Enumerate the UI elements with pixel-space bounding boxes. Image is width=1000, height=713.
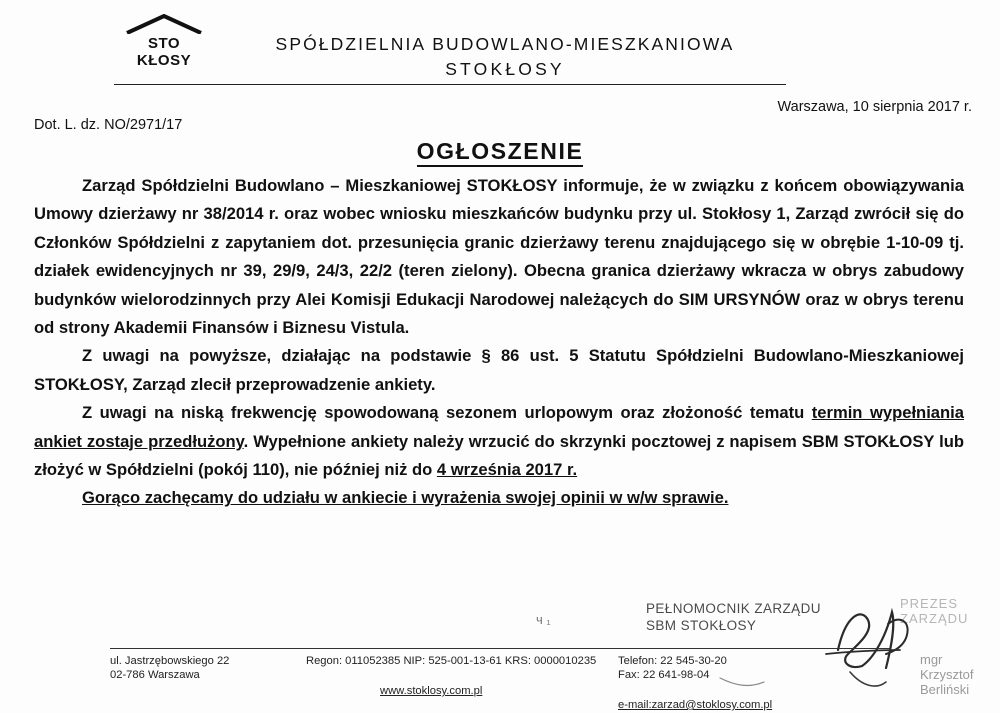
- stray-pen-mark: ч ₁: [536, 612, 551, 627]
- footer-divider: [110, 648, 890, 649]
- page-title-text: OGŁOSZENIE: [417, 138, 584, 167]
- paragraph-3: [34, 399, 964, 484]
- footer-email-link[interactable]: e-mail:zarzad@stoklosy.com.pl: [618, 699, 773, 711]
- page-title: [0, 138, 1000, 165]
- roof-icon: [125, 14, 203, 34]
- paragraph-3-underlined-date: 4 września 2017 r.: [436, 460, 578, 480]
- signature-faded-name: mgr Krzysztof Berliński: [920, 652, 974, 697]
- footer-address-line-1: ul. Jastrzębowskiego 22: [110, 655, 230, 667]
- reference-number: Dot. L. dz. NO/2971/17: [34, 117, 183, 133]
- city-and-date: Warszawa, 10 sierpnia 2017 r.: [777, 99, 972, 115]
- paragraph-3-underlined-deadline-extension: termin wypełniania ankiet zostaje przedłużony: [34, 403, 965, 451]
- footer-registry: [306, 654, 616, 698]
- signature-label-line-1: PEŁNOMOCNIK ZARZĄDU: [646, 601, 821, 616]
- document-footer: [110, 652, 900, 711]
- logo-line-2: KŁOSY: [136, 52, 192, 69]
- footer-phone: Telefon: 22 545-30-20: [618, 655, 727, 667]
- document-body: [34, 172, 964, 513]
- cooperative-logo: [114, 14, 214, 69]
- footer-registry-text: Regon: 011052385 NIP: 525-001-13-61 KRS: 0000010235: [306, 655, 597, 667]
- paragraph-2: Z uwagi na powyższe, działając na podstawie § 86 ust. 5 Statutu Spółdzielni Budowlano-Mieszkaniowej STOKŁOSY, Zarząd zlecił przeprowadzenie ankiety.: [34, 346, 964, 394]
- paragraph-4: [34, 484, 964, 512]
- footer-fax: Fax: 22 641-98-04: [618, 669, 710, 681]
- paragraph-4-text: Gorąco zachęcamy do udziału w ankiecie i wyrażenia swojej opinii w w/w sprawie.: [82, 488, 729, 508]
- organization-name-line-1: SPÓŁDZIELNIA BUDOWLANO-MIESZKANIOWA: [275, 34, 735, 54]
- paragraph-3-before: Z uwagi na niską frekwencję spowodowaną sezonem urlopowym oraz złożoność tematu: [82, 403, 812, 423]
- signature-faded-label: PREZES ZARZĄDU: [900, 596, 969, 626]
- header-divider: [114, 84, 786, 85]
- logo-line-1: STO: [147, 35, 181, 52]
- paragraph-1: Zarząd Spółdzielni Budowlano – Mieszkaniowej STOKŁOSY informuje, że w związku z końcem obowiązywania Umowy dzierżawy nr 38/2014 r. oraz wobec wniosku mieszkańców budynku przy ul. Stokłosy 1, Zarząd zwrócił się do Członków Spółdzielni z zapytaniem dot. przesunięcia granic dzierżawy terenu znajdującego się w obrębie 1-10-09 tj. działek ewidencyjnych nr 39, 29/9, 24/3, 22/2 (teren zielony). Obecna granica dzierżawy wkracza w obrys zabudowy budynków wielorodzinnych przy Alei Komisji Edukacji Narodowej należących do SIM URSYNÓW oraz w obrys terenu od strony Akademii Finansów i Biznesu Vistula.: [34, 176, 964, 338]
- footer-address: [110, 654, 300, 682]
- document-header: [100, 10, 780, 82]
- footer-address-line-2: 02-786 Warszawa: [110, 669, 200, 681]
- organization-name: [235, 32, 775, 82]
- footer-contact: [618, 654, 898, 712]
- paragraph-3-middle: . Wypełnione ankiety należy wrzucić do skrzynki pocztowej z napisem SBM STOKŁOSY lub złożyć w Spółdzielni (pokój 110), nie później niż do: [34, 431, 964, 480]
- footer-website-link[interactable]: www.stoklosy.com.pl: [380, 685, 483, 697]
- signature-label-line-2: SBM STOKŁOSY: [646, 618, 757, 633]
- organization-name-line-2: STOKŁOSY: [445, 59, 565, 79]
